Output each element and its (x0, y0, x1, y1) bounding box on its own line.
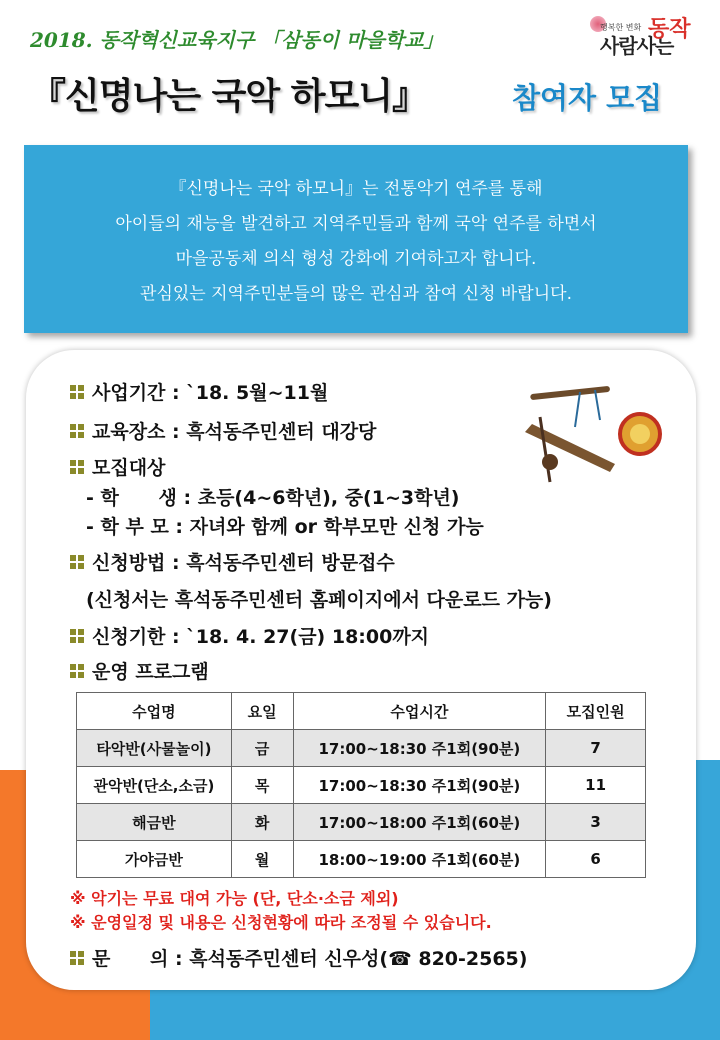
intro-line: 아이들의 재능을 발견하고 지역주민들과 함께 국악 연주를 하면서 (115, 214, 597, 234)
location-row (70, 417, 376, 444)
deadline-text: 신청기한 : `18. 4. 27(금) 18:00까지 (92, 626, 430, 648)
table-cell: 화 (231, 804, 293, 841)
instruments-icon (520, 372, 670, 492)
bullet-icon (70, 385, 84, 399)
intro-line: 『신명나는 국악 하모니』는 전통악기 연주를 통해 (169, 179, 543, 199)
contact-row (70, 944, 527, 971)
target-parents-text: - 학 부 모 : 자녀와 함께 or 학부모만 신청 가능 (86, 516, 484, 538)
note-rental: ※ 악기는 무료 대여 가능 (단, 단소·소금 제외) (70, 889, 399, 908)
table-row (77, 841, 646, 878)
table-cell: 월 (231, 841, 293, 878)
table-cell: 해금반 (77, 804, 232, 841)
intro-box (24, 145, 688, 333)
bullet-icon (70, 555, 84, 569)
table-cell: 6 (546, 841, 646, 878)
main-title-suffix: 참여자 모집 (512, 81, 663, 115)
period-text: 사업기간 : `18. 5월~11월 (92, 382, 329, 404)
table-header: 수업시간 (293, 693, 546, 730)
table-cell: 금 (231, 730, 293, 767)
table-header: 모집인원 (546, 693, 646, 730)
target-students-row (86, 483, 460, 510)
table-row (77, 730, 646, 767)
target-students-text: - 학 생 : 초등(4~6학년), 중(1~3학년) (86, 487, 460, 509)
table-cell: 목 (231, 767, 293, 804)
table-header-row (77, 693, 646, 730)
table-cell: 17:00~18:30 주1회(90분) (293, 767, 546, 804)
table-header: 요일 (231, 693, 293, 730)
note-schedule: ※ 운영일정 및 내용은 신청현황에 따라 조정될 수 있습니다. (70, 913, 492, 932)
intro-line: 마을공동체 의식 형성 강화에 기여하고자 합니다. (175, 249, 537, 269)
table-cell: 17:00~18:00 주1회(60분) (293, 804, 546, 841)
deadline-row (70, 622, 429, 649)
method-text: 신청방법 : 흑석동주민센터 방문접수 (92, 552, 395, 574)
target-row (70, 453, 165, 480)
bullet-icon (70, 424, 84, 438)
logo-main-text: 사람사는 (600, 34, 674, 58)
intro-line: 관심있는 지역주민분들의 많은 관심과 참여 신청 바랍니다. (140, 284, 572, 304)
bullet-icon (70, 664, 84, 678)
table-cell: 타악반(사물놀이) (77, 730, 232, 767)
method-row (70, 548, 395, 575)
subtitle: 2018. 동작혁신교육지구 「삼동이 마을학교」 (30, 28, 444, 52)
table-cell: 3 (546, 804, 646, 841)
table-cell: 17:00~18:30 주1회(90분) (293, 730, 546, 767)
contact-text: 문 의 : 흑석동주민센터 신우성(☎ 820-2565) (92, 948, 528, 970)
logo-small-text: 행복한 변화 (600, 23, 642, 32)
program-row (70, 657, 209, 684)
method-note-row (86, 585, 552, 612)
table-header: 수업명 (77, 693, 232, 730)
target-parents-row (86, 512, 484, 539)
decor-orange-strip (0, 990, 150, 1040)
target-text: 모집대상 (92, 457, 166, 479)
period-row (70, 378, 328, 405)
table-cell: 18:00~19:00 주1회(60분) (293, 841, 546, 878)
table-row (77, 767, 646, 804)
table-cell: 관악반(단소,소금) (77, 767, 232, 804)
table-cell: 11 (546, 767, 646, 804)
method-note-text: (신청서는 흑석동주민센터 홈페이지에서 다운로드 가능) (86, 589, 552, 611)
program-table (76, 692, 646, 878)
table-row (77, 804, 646, 841)
bullet-icon (70, 951, 84, 965)
logo-accent-text: 동작 (648, 16, 691, 42)
location-text: 교육장소 : 흑석동주민센터 대강당 (92, 421, 377, 443)
program-text: 운영 프로그램 (92, 661, 209, 683)
table-cell: 7 (546, 730, 646, 767)
table-cell: 가야금반 (77, 841, 232, 878)
bullet-icon (70, 460, 84, 474)
bullet-icon (70, 629, 84, 643)
main-title: 『신명나는 국악 하모니』 (30, 76, 428, 117)
